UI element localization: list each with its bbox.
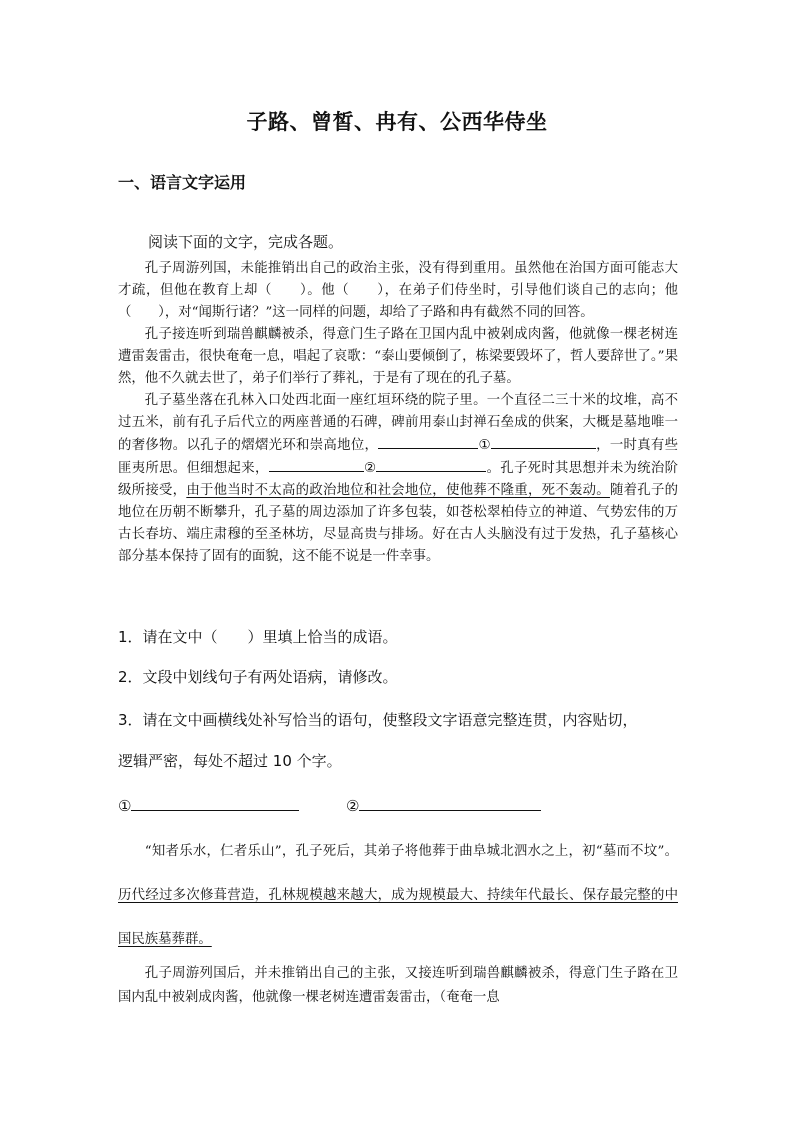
blank-marker-2: ②: [363, 461, 377, 476]
passage-text: ，一时真有些匪夷所思。但细想起来，: [118, 438, 679, 476]
passage-paragraph-3: [118, 390, 678, 568]
passage-paragraph-1: 孔子周游列国，未能推销出自己的政治主张，没有得到重用。虽然他在治国方面可能志大才疏，但他在教育上却（ ）。他（ ），在弟子们侍坐时，引导他们谈自己的志向；他（ ），对“闻斯行诸？”这一同样的问题，却给了子路和冉有截然不同的回答。: [118, 261, 678, 320]
passage-paragraph-2: 孔子接连听到瑞兽麒麟被杀，得意门生子路在卫国内乱中被剁成肉酱，他就像一棵老树连遭雷轰雷击，很快奄奄一息，唱起了哀歌：“泰山要倾倒了，栋梁要毁坏了，哲人要辞世了。”果然，他不久就去世了，弟子们举行了葬礼，于是有了现在的孔子墓。: [118, 327, 678, 386]
section-heading: 一、语言文字运用: [118, 173, 247, 192]
reading-passage-2: [118, 830, 678, 1010]
answer-blank-2[interactable]: [359, 794, 541, 811]
answer-line-2: [346, 794, 541, 815]
question-2: 2．文段中划线句子有两处语病，请修改。: [118, 668, 398, 686]
question-3: 3．请在文中画横线处补写恰当的语句，使整段文字语意完整连贯，内容贴切，: [118, 711, 638, 729]
answer-marker-2: ②: [346, 797, 360, 815]
passage2-paragraph-1: [118, 830, 678, 962]
instruction-text: 阅读下面的文字，完成各题。: [148, 233, 344, 251]
answer-blank-1[interactable]: [131, 794, 299, 811]
question-1: 1．请在文中（ ）里填上恰当的成语。: [118, 628, 398, 646]
passage-text: “墓而不坟”。: [595, 844, 678, 859]
page-title: 子路、曾皙、冉有、公西华侍坐: [246, 110, 548, 134]
fill-blank[interactable]: [376, 457, 486, 472]
underlined-sentence: 由于他当时不太高的政治地位和社会地位，使他葬不隆重，死不轰动。: [186, 483, 610, 498]
fill-blank[interactable]: [269, 457, 364, 472]
answer-marker-1: ①: [118, 797, 132, 815]
passage2-paragraph-2: 孔子周游列国后，并未推销出自己的主张，又接连听到瑞兽麒麟被杀，得意门生子路在卫国内乱中被剁成肉酱，他就像一棵老树连遭雷轰雷击，（奄奄一息: [118, 966, 678, 1005]
question-3-continued: 逻辑严密，每处不超过 10 个字。: [118, 752, 342, 770]
passage-text: 随着孔子的地位在历朝不断攀升，孔子墓的周边添加了许多包装，如苍松翠柏侍立的神道、气势宏伟的万古长春坊、端庄肃穆的至圣林坊，尽显高贵与排场。好在古人头脑没有过于发热，孔子墓核心部分基本保持了固有的面貌，这不能不说是一件幸事。: [118, 483, 679, 564]
passage-text: 。孔子死时其思想并未为统治阶级所接受，: [118, 461, 679, 498]
passage-text: “知者乐水，仁者乐山”，孔子死后，其弟子将他葬于曲阜城北泗水之上，初: [144, 844, 596, 859]
fill-blank[interactable]: [491, 434, 596, 449]
underlined-sentence: 历代经过多次修葺营造，孔林规模越来越大，成为规模最大、持续年代最长、保存最完整的中国民族墓葬群。: [118, 888, 678, 947]
reading-passage: [118, 258, 678, 568]
fill-blank[interactable]: [378, 434, 478, 449]
answer-line-1: [118, 794, 299, 815]
blank-marker-1: ①: [478, 438, 491, 453]
passage-text: 孔子墓坐落在孔林入口处西北面一座红垣环绕的院子里。一个直径二三十米的坟堆，高不过五米，前有孔子后代立的两座普通的石碑，碑前用泰山封禅石垒成的供案，大概是墓地唯一的奢侈物。以孔子的熠熠光环和崇高地位，: [118, 393, 678, 453]
